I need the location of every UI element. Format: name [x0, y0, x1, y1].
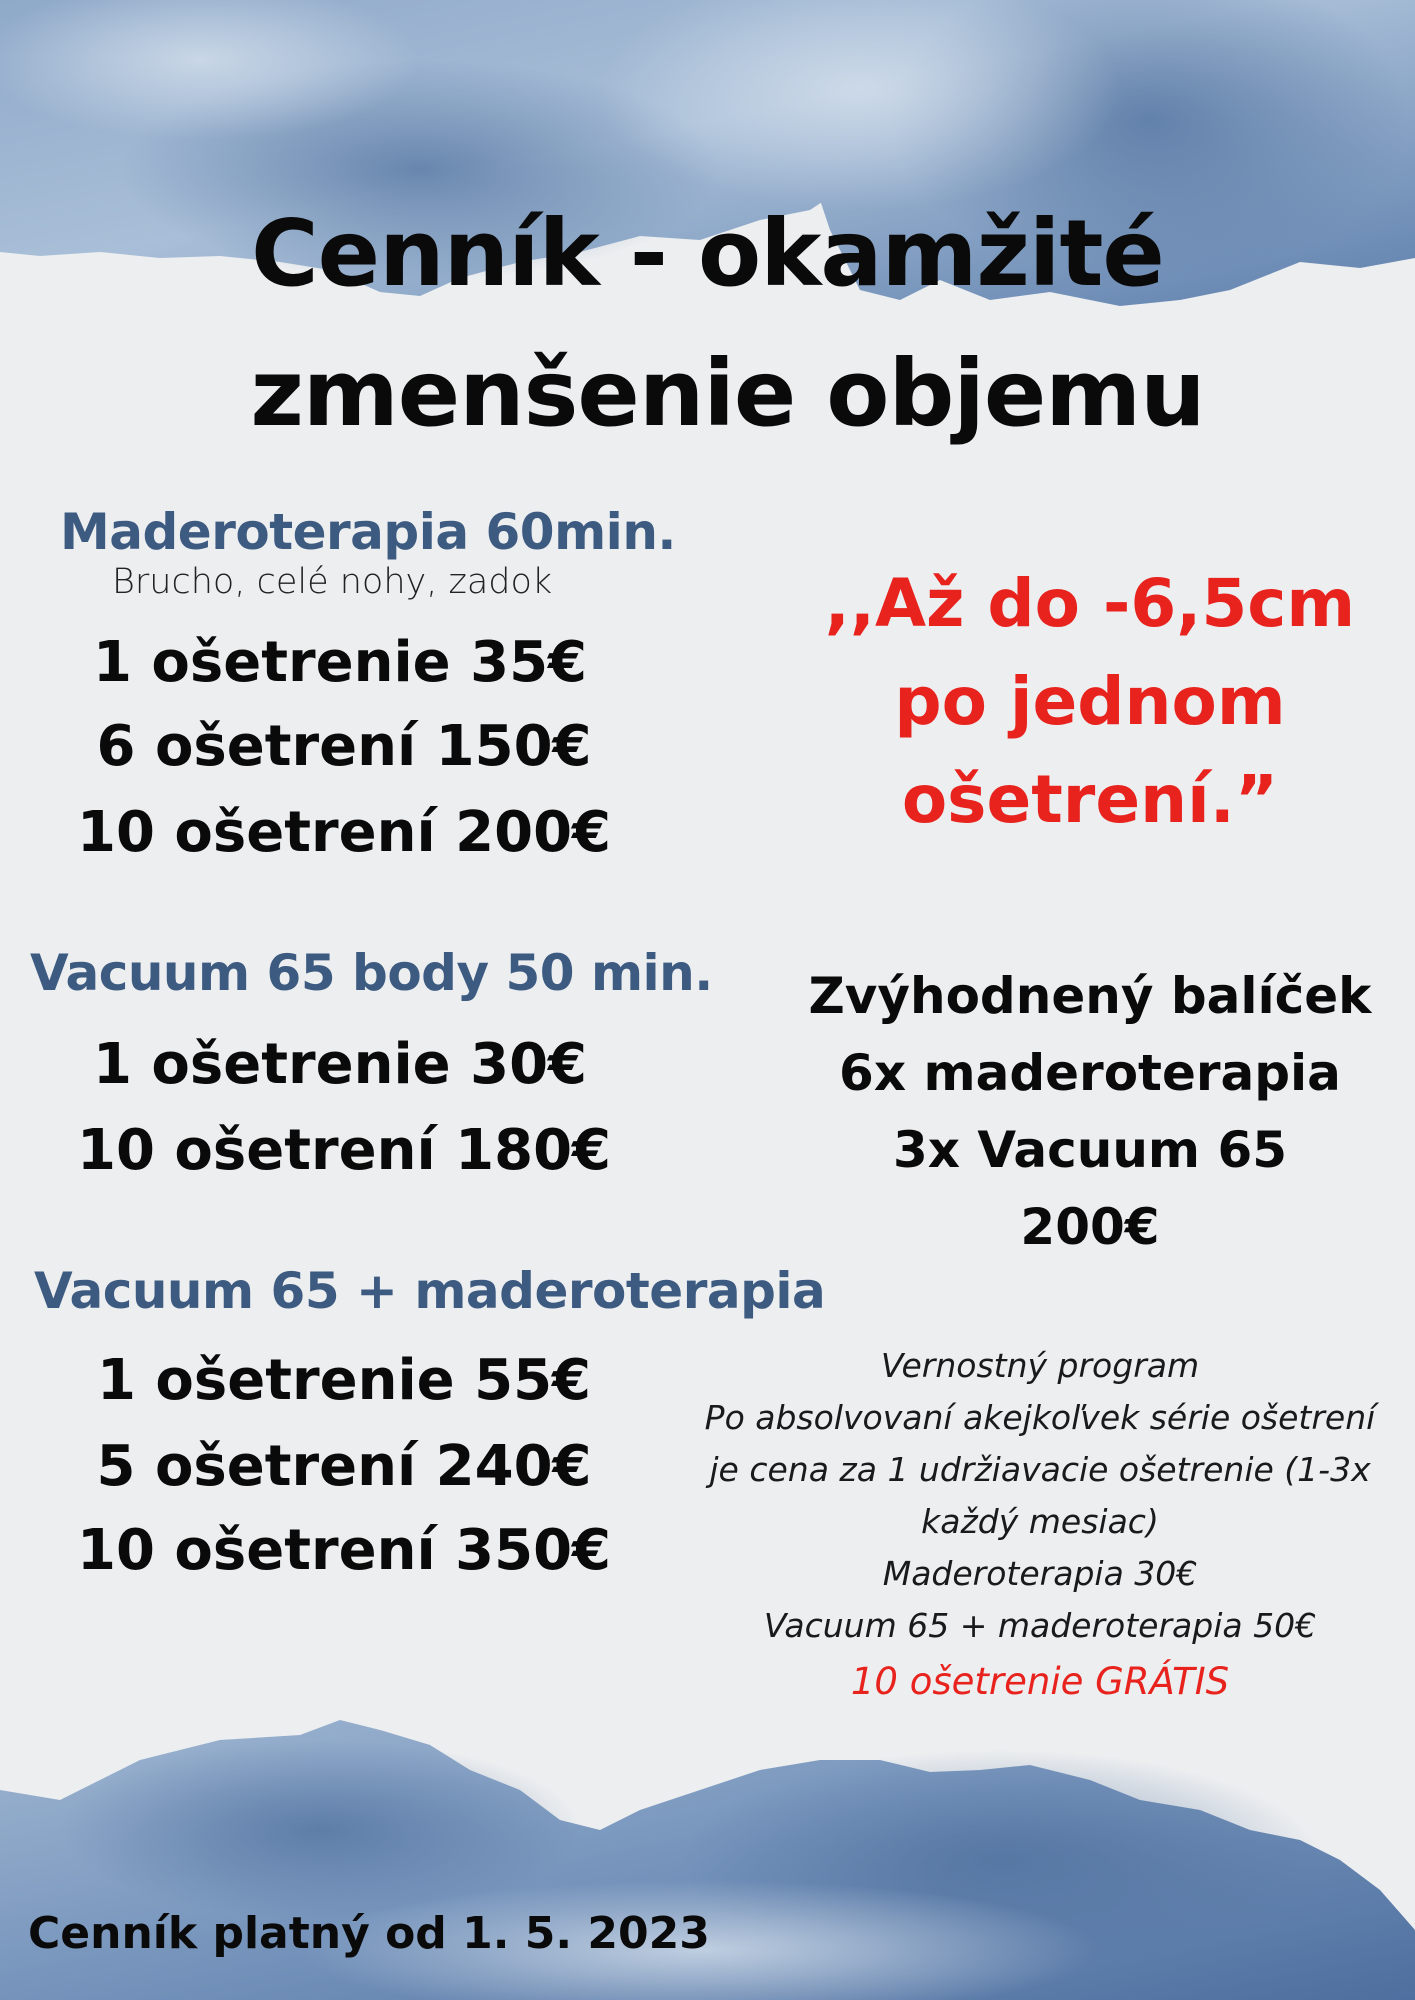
price-item: 5 ošetrení 240€ [96, 1434, 592, 1499]
loyalty-line: je cena za 1 udržiavacie ošetrenie (1-3x [709, 1450, 1371, 1489]
package-price: 200€ [1020, 1198, 1160, 1256]
price-item: 10 ošetrení 350€ [77, 1518, 611, 1583]
section-subtitle-maderoterapia: Brucho, celé nohy, zadok [112, 562, 553, 602]
loyalty-line: každý mesiac) [921, 1502, 1159, 1541]
package-offer [760, 958, 1415, 1266]
section-title-vacuum: Vacuum 65 body 50 min. [30, 944, 713, 1002]
price-item: 1 ošetrenie 35€ [92, 630, 588, 695]
promo-quote-line: po jednom [894, 663, 1286, 740]
validity-footer: Cenník platný od 1. 5. 2023 [28, 1908, 710, 1959]
loyalty-program [690, 1340, 1390, 1708]
loyalty-title: Vernostný program [880, 1346, 1200, 1385]
price-item: 10 ošetrení 200€ [77, 800, 611, 865]
promo-quote-line: ošetrení.” [901, 761, 1279, 838]
page-title-line-1: Cenník - okamžité [251, 200, 1164, 307]
price-item: 6 ošetrení 150€ [96, 714, 592, 779]
loyalty-line: Po absolvovaní akejkoľvek série ošetrení [704, 1398, 1376, 1437]
section-title-combo: Vacuum 65 + maderoterapia [34, 1262, 826, 1320]
promo-quote [790, 555, 1390, 849]
package-line: 6x maderoterapia [839, 1044, 1341, 1102]
promo-quote-line: ,,Až do -6,5cm [824, 565, 1356, 642]
package-title: Zvýhodnený balíček [808, 967, 1372, 1025]
section-title-maderoterapia: Maderoterapia 60min. [60, 503, 676, 561]
price-item: 1 ošetrenie 30€ [92, 1032, 588, 1097]
loyalty-line: Maderoterapia 30€ [882, 1554, 1198, 1593]
loyalty-free-offer: 10 ošetrenie GRÁTIS [850, 1660, 1230, 1703]
page-title-line-2: zmenšenie objemu [250, 340, 1205, 447]
package-line: 3x Vacuum 65 [892, 1121, 1288, 1179]
loyalty-line: Vacuum 65 + maderoterapia 50€ [763, 1606, 1317, 1645]
price-item: 1 ošetrenie 55€ [96, 1348, 592, 1413]
price-item: 10 ošetrení 180€ [77, 1118, 611, 1183]
